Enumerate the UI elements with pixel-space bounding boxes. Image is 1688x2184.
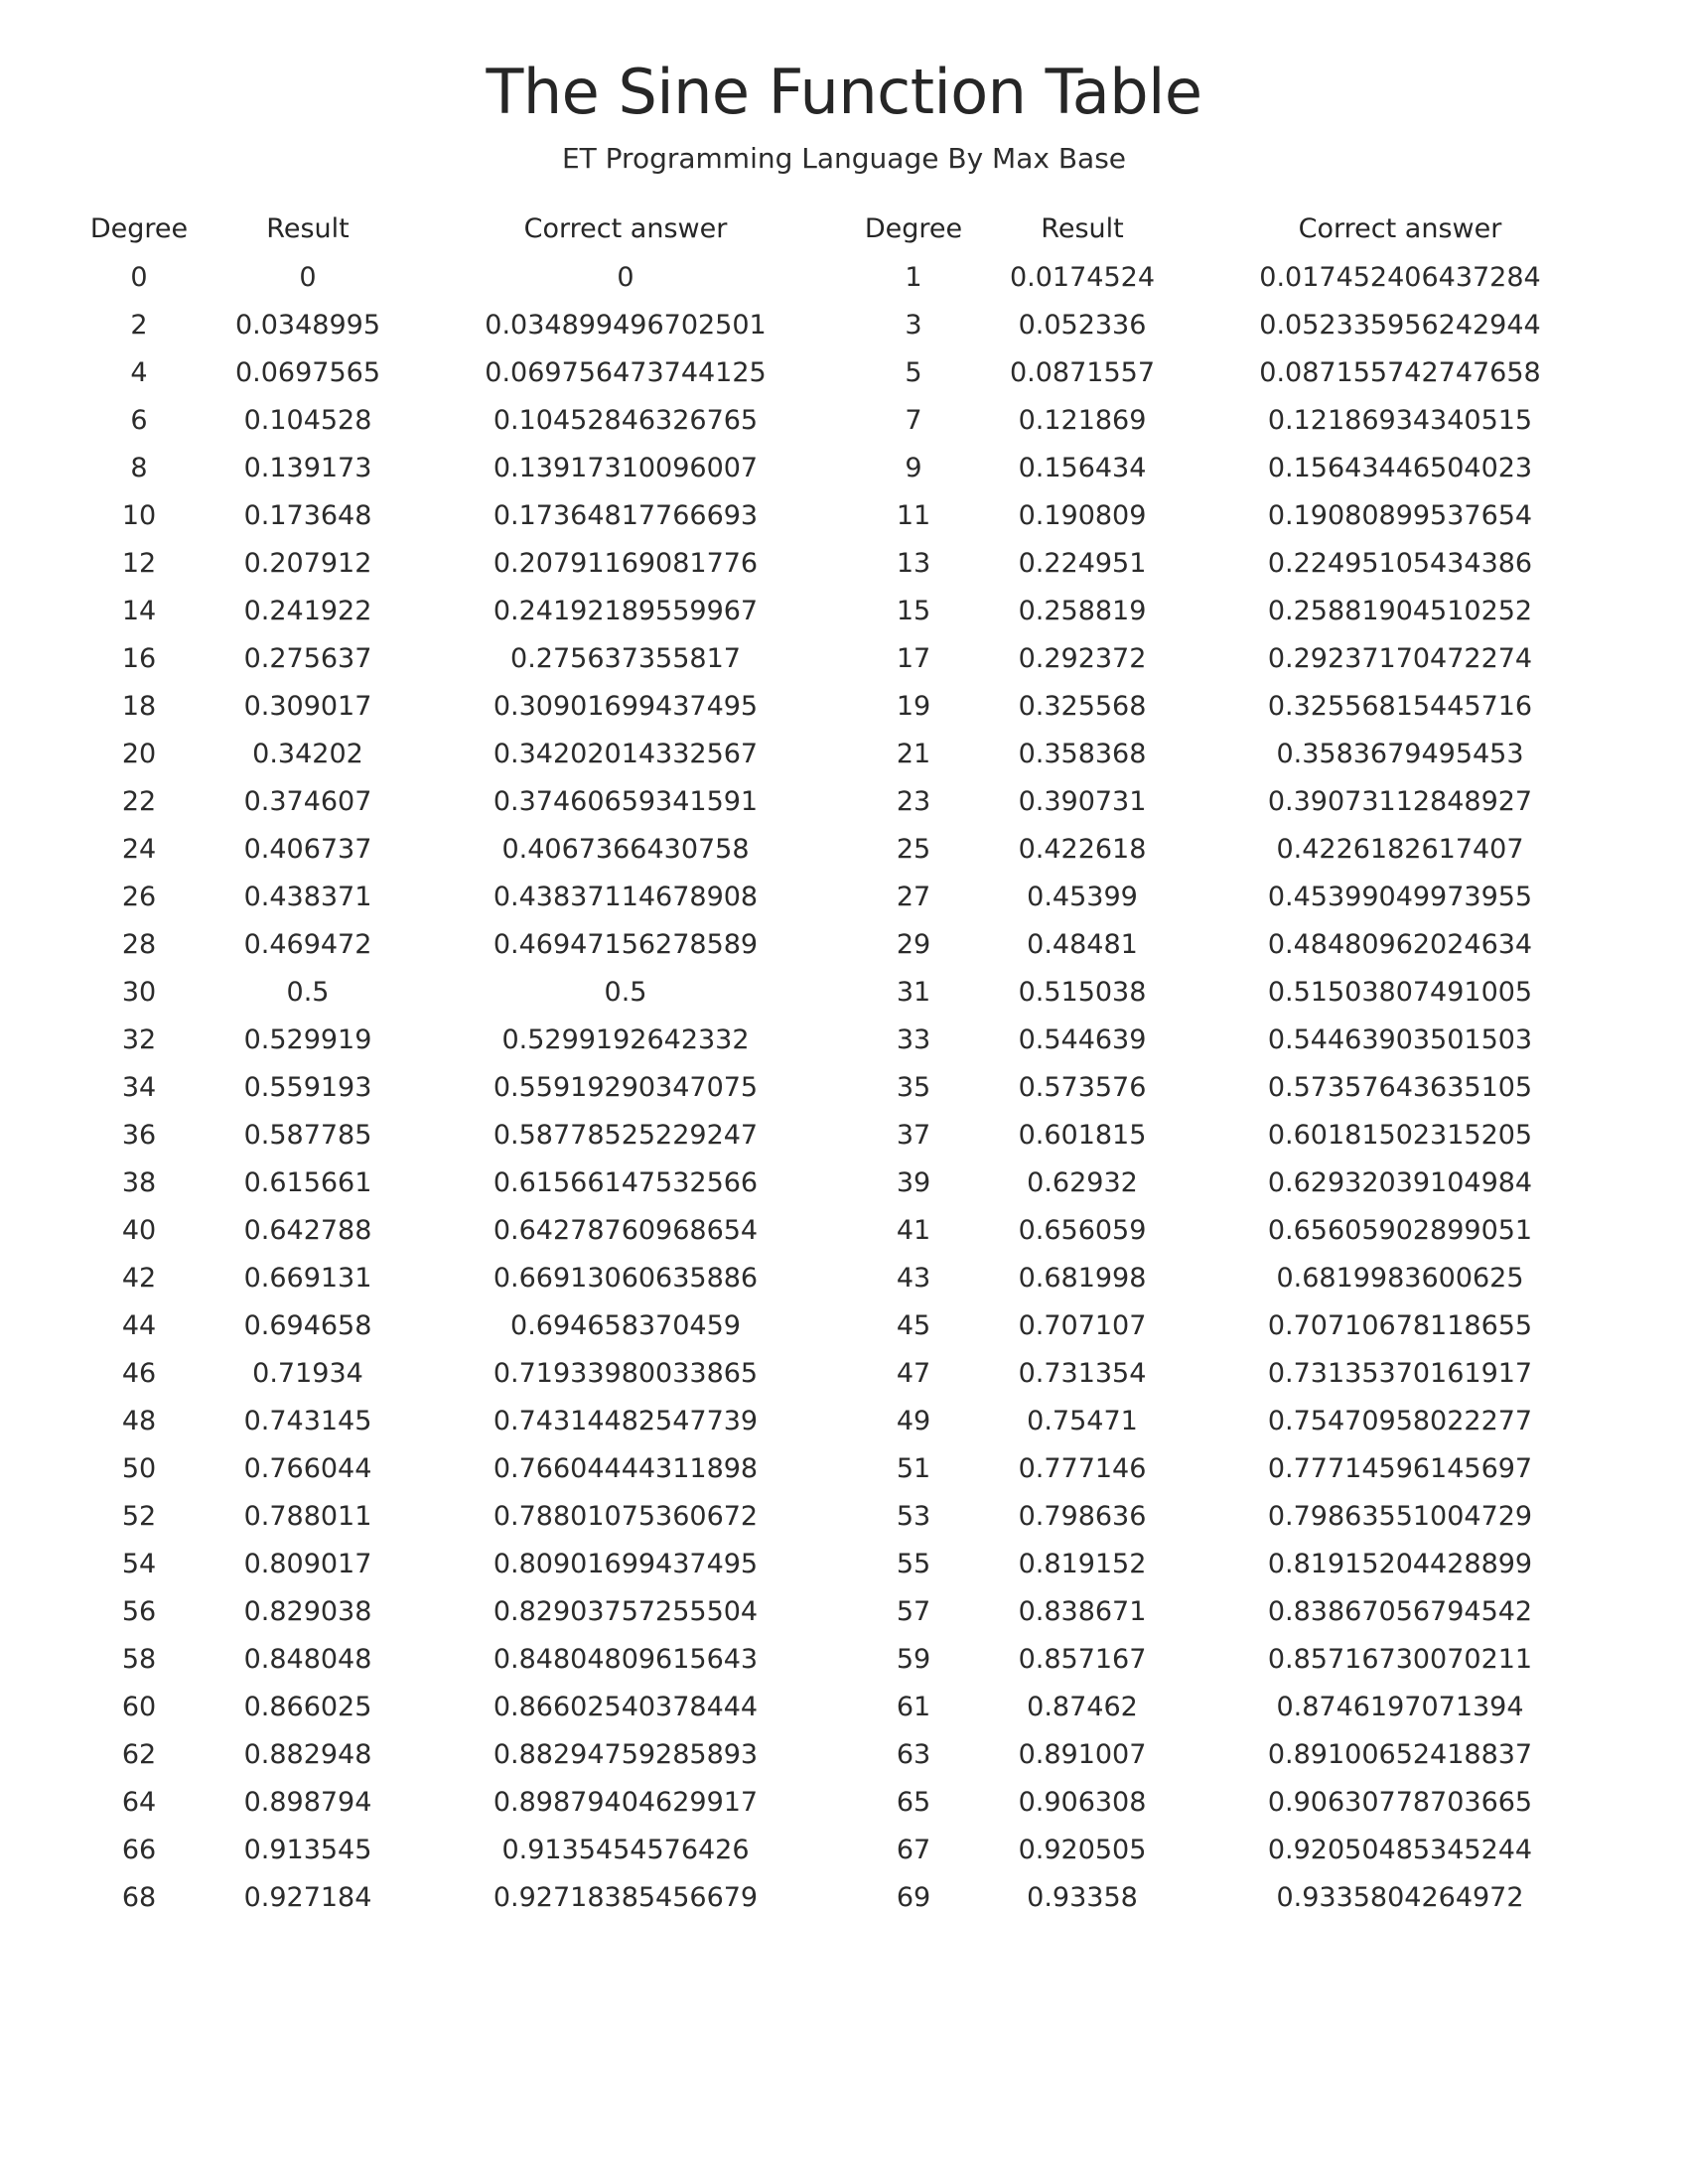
cell-result-right: 0.601815	[1018, 1119, 1147, 1151]
table-body	[70, 253, 1618, 1921]
table-row	[70, 348, 1618, 396]
table-row	[70, 730, 1618, 777]
cell-result-left: 0.913545	[243, 1834, 372, 1865]
table-row	[70, 491, 1618, 539]
cell-correct-answer-right: 0.017452406437284	[1259, 261, 1541, 293]
cell-result-right: 0.224951	[1018, 547, 1147, 579]
cell-result-right: 0.190809	[1018, 499, 1147, 531]
cell-result-left: 0.275637	[243, 642, 372, 674]
cell-degree-left: 52	[121, 1500, 157, 1532]
cell-degree-right: 33	[896, 1024, 931, 1055]
cell-result-left: 0	[299, 261, 317, 293]
cell-correct-answer-right: 0.54463903501503	[1267, 1024, 1533, 1055]
cell-result-right: 0.573576	[1018, 1071, 1147, 1103]
cell-correct-answer-left: 0.92718385456679	[492, 1881, 759, 1913]
cell-degree-right: 29	[896, 928, 931, 960]
cell-correct-answer-right: 0.22495105434386	[1267, 547, 1533, 579]
cell-correct-answer-right: 0.85716730070211	[1267, 1643, 1533, 1675]
cell-result-left: 0.587785	[243, 1119, 372, 1151]
cell-result-left: 0.669131	[243, 1262, 372, 1294]
cell-degree-right: 19	[896, 690, 931, 722]
table-row	[70, 634, 1618, 682]
cell-correct-answer-left: 0.84804809615643	[492, 1643, 759, 1675]
cell-degree-right: 65	[896, 1786, 931, 1818]
cell-result-left: 0.882948	[243, 1738, 372, 1770]
table-row	[70, 777, 1618, 825]
cell-degree-right: 23	[896, 785, 931, 817]
cell-result-right: 0.681998	[1018, 1262, 1147, 1294]
cell-degree-left: 28	[121, 928, 157, 960]
cell-degree-left: 64	[121, 1786, 157, 1818]
cell-correct-answer-left: 0.66913060635886	[492, 1262, 759, 1294]
cell-result-left: 0.406737	[243, 833, 372, 865]
cell-degree-right: 47	[896, 1357, 931, 1389]
cell-result-left: 0.34202	[252, 738, 363, 769]
cell-result-left: 0.241922	[243, 595, 372, 626]
table-row	[70, 301, 1618, 348]
table-row	[70, 825, 1618, 873]
cell-result-left: 0.927184	[243, 1881, 372, 1913]
cell-result-left: 0.104528	[243, 404, 372, 436]
table-row	[70, 1159, 1618, 1206]
cell-degree-right: 9	[905, 452, 922, 483]
cell-correct-answer-left: 0.46947156278589	[492, 928, 759, 960]
cell-correct-answer-left: 0.17364817766693	[492, 499, 759, 531]
cell-result-left: 0.207912	[243, 547, 372, 579]
cell-result-left: 0.139173	[243, 452, 372, 483]
cell-correct-answer-left: 0	[617, 261, 634, 293]
column-header-degree-left: Degree	[89, 213, 189, 245]
cell-correct-answer-right: 0.32556815445716	[1267, 690, 1533, 722]
cell-correct-answer-right: 0.83867056794542	[1267, 1595, 1533, 1627]
table-header	[70, 213, 1618, 253]
table-row	[70, 1540, 1618, 1587]
cell-degree-right: 67	[896, 1834, 931, 1865]
cell-result-left: 0.694658	[243, 1309, 372, 1341]
cell-degree-right: 1	[905, 261, 922, 293]
sine-function-table	[70, 213, 1618, 1921]
cell-degree-left: 68	[121, 1881, 157, 1913]
cell-degree-left: 46	[121, 1357, 157, 1389]
table-row	[70, 1397, 1618, 1444]
cell-result-right: 0.45399	[1027, 881, 1138, 912]
cell-degree-right: 41	[896, 1214, 931, 1246]
cell-degree-left: 32	[121, 1024, 157, 1055]
cell-degree-right: 35	[896, 1071, 931, 1103]
cell-result-left: 0.848048	[243, 1643, 372, 1675]
cell-correct-answer-left: 0.74314482547739	[492, 1405, 759, 1436]
cell-result-right: 0.62932	[1027, 1166, 1138, 1198]
cell-correct-answer-left: 0.4067366430758	[501, 833, 750, 865]
cell-result-right: 0.838671	[1018, 1595, 1147, 1627]
cell-correct-answer-right: 0.60181502315205	[1267, 1119, 1533, 1151]
cell-correct-answer-right: 0.57357643635105	[1267, 1071, 1533, 1103]
cell-degree-left: 0	[130, 261, 148, 293]
table-row	[70, 1254, 1618, 1301]
cell-degree-left: 62	[121, 1738, 157, 1770]
cell-correct-answer-right: 0.70710678118655	[1267, 1309, 1533, 1341]
cell-correct-answer-right: 0.6819983600625	[1276, 1262, 1524, 1294]
cell-correct-answer-right: 0.15643446504023	[1267, 452, 1533, 483]
cell-degree-left: 60	[121, 1691, 157, 1722]
cell-result-right: 0.515038	[1018, 976, 1147, 1008]
cell-correct-answer-left: 0.37460659341591	[492, 785, 759, 817]
cell-correct-answer-left: 0.64278760968654	[492, 1214, 759, 1246]
cell-result-right: 0.731354	[1018, 1357, 1147, 1389]
table-header-row	[70, 213, 1618, 253]
cell-correct-answer-right: 0.9335804264972	[1276, 1881, 1524, 1913]
cell-correct-answer-right: 0.92050485345244	[1267, 1834, 1533, 1865]
cell-correct-answer-left: 0.5	[604, 976, 647, 1008]
table-row	[70, 1730, 1618, 1778]
cell-degree-left: 20	[121, 738, 157, 769]
cell-result-right: 0.798636	[1018, 1500, 1147, 1532]
cell-correct-answer-left: 0.86602540378444	[492, 1691, 759, 1722]
cell-result-right: 0.906308	[1018, 1786, 1147, 1818]
cell-result-left: 0.642788	[243, 1214, 372, 1246]
cell-degree-right: 13	[896, 547, 931, 579]
cell-degree-left: 38	[121, 1166, 157, 1198]
cell-result-right: 0.656059	[1018, 1214, 1147, 1246]
cell-correct-answer-right: 0.73135370161917	[1267, 1357, 1533, 1389]
cell-correct-answer-left: 0.88294759285893	[492, 1738, 759, 1770]
cell-degree-right: 7	[905, 404, 922, 436]
cell-degree-right: 51	[896, 1452, 931, 1484]
cell-result-left: 0.829038	[243, 1595, 372, 1627]
cell-result-left: 0.559193	[243, 1071, 372, 1103]
table-row	[70, 1587, 1618, 1635]
cell-result-right: 0.87462	[1027, 1691, 1138, 1722]
cell-result-right: 0.258819	[1018, 595, 1147, 626]
cell-degree-left: 48	[121, 1405, 157, 1436]
cell-degree-right: 63	[896, 1738, 931, 1770]
cell-result-left: 0.898794	[243, 1786, 372, 1818]
cell-result-right: 0.777146	[1018, 1452, 1147, 1484]
table-row	[70, 396, 1618, 444]
cell-degree-right: 61	[896, 1691, 931, 1722]
cell-result-right: 0.48481	[1027, 928, 1138, 960]
cell-degree-left: 56	[121, 1595, 157, 1627]
page-title: The Sine Function Table	[486, 56, 1202, 128]
cell-result-left: 0.766044	[243, 1452, 372, 1484]
table-row	[70, 1206, 1618, 1254]
cell-correct-answer-right: 0.90630778703665	[1267, 1786, 1533, 1818]
cell-result-right: 0.358368	[1018, 738, 1147, 769]
cell-correct-answer-left: 0.82903757255504	[492, 1595, 759, 1627]
cell-correct-answer-left: 0.10452846326765	[492, 404, 759, 436]
cell-degree-left: 44	[121, 1309, 157, 1341]
cell-result-right: 0.93358	[1027, 1881, 1138, 1913]
table-row	[70, 1111, 1618, 1159]
cell-degree-left: 24	[121, 833, 157, 865]
cell-result-right: 0.857167	[1018, 1643, 1147, 1675]
cell-degree-left: 2	[130, 309, 148, 341]
cell-result-right: 0.052336	[1018, 309, 1147, 341]
column-header-degree-right: Degree	[864, 213, 963, 245]
cell-correct-answer-right: 0.51503807491005	[1267, 976, 1533, 1008]
cell-correct-answer-right: 0.4226182617407	[1276, 833, 1524, 865]
cell-degree-left: 40	[121, 1214, 157, 1246]
cell-correct-answer-right: 0.25881904510252	[1267, 595, 1533, 626]
cell-result-left: 0.788011	[243, 1500, 372, 1532]
cell-degree-right: 31	[896, 976, 931, 1008]
cell-degree-left: 14	[121, 595, 157, 626]
cell-result-left: 0.0348995	[234, 309, 380, 341]
table-row	[70, 920, 1618, 968]
table-row	[70, 253, 1618, 301]
cell-correct-answer-left: 0.78801075360672	[492, 1500, 759, 1532]
cell-result-left: 0.866025	[243, 1691, 372, 1722]
cell-result-right: 0.819152	[1018, 1548, 1147, 1579]
table-row	[70, 1349, 1618, 1397]
cell-result-left: 0.615661	[243, 1166, 372, 1198]
cell-correct-answer-right: 0.12186934340515	[1267, 404, 1533, 436]
cell-result-left: 0.438371	[243, 881, 372, 912]
cell-degree-left: 36	[121, 1119, 157, 1151]
cell-degree-left: 66	[121, 1834, 157, 1865]
cell-result-left: 0.743145	[243, 1405, 372, 1436]
cell-degree-right: 15	[896, 595, 931, 626]
cell-correct-answer-left: 0.61566147532566	[492, 1166, 759, 1198]
table-row	[70, 682, 1618, 730]
column-header-correct-answer-left: Correct answer	[523, 213, 728, 245]
cell-result-left: 0.5	[286, 976, 330, 1008]
cell-correct-answer-right: 0.89100652418837	[1267, 1738, 1533, 1770]
cell-degree-right: 59	[896, 1643, 931, 1675]
cell-correct-answer-right: 0.19080899537654	[1267, 499, 1533, 531]
cell-degree-left: 22	[121, 785, 157, 817]
cell-degree-right: 37	[896, 1119, 931, 1151]
cell-degree-right: 11	[896, 499, 931, 531]
cell-correct-answer-right: 0.75470958022277	[1267, 1405, 1533, 1436]
cell-result-right: 0.544639	[1018, 1024, 1147, 1055]
cell-correct-answer-left: 0.069756473744125	[485, 356, 767, 388]
cell-result-right: 0.707107	[1018, 1309, 1147, 1341]
cell-degree-left: 6	[130, 404, 148, 436]
cell-result-left: 0.309017	[243, 690, 372, 722]
cell-degree-right: 55	[896, 1548, 931, 1579]
cell-result-right: 0.390731	[1018, 785, 1147, 817]
cell-degree-right: 39	[896, 1166, 931, 1198]
cell-result-left: 0.809017	[243, 1548, 372, 1579]
cell-result-left: 0.374607	[243, 785, 372, 817]
cell-correct-answer-right: 0.39073112848927	[1267, 785, 1533, 817]
table-row	[70, 1016, 1618, 1063]
cell-correct-answer-right: 0.77714596145697	[1267, 1452, 1533, 1484]
table-row	[70, 1635, 1618, 1683]
table-row	[70, 1301, 1618, 1349]
cell-result-left: 0.529919	[243, 1024, 372, 1055]
cell-correct-answer-left: 0.24192189559967	[492, 595, 759, 626]
cell-degree-right: 49	[896, 1405, 931, 1436]
cell-correct-answer-right: 0.29237170472274	[1267, 642, 1533, 674]
table-row	[70, 1683, 1618, 1730]
table-row	[70, 539, 1618, 587]
cell-result-right: 0.422618	[1018, 833, 1147, 865]
cell-result-left: 0.469472	[243, 928, 372, 960]
cell-result-right: 0.75471	[1027, 1405, 1138, 1436]
cell-degree-right: 53	[896, 1500, 931, 1532]
cell-correct-answer-left: 0.34202014332567	[492, 738, 759, 769]
cell-result-right: 0.292372	[1018, 642, 1147, 674]
cell-correct-answer-left: 0.20791169081776	[492, 547, 759, 579]
cell-degree-right: 3	[905, 309, 922, 341]
column-header-result-left: Result	[266, 213, 350, 245]
table-row	[70, 1492, 1618, 1540]
cell-degree-left: 8	[130, 452, 148, 483]
cell-result-left: 0.173648	[243, 499, 372, 531]
cell-degree-left: 18	[121, 690, 157, 722]
cell-correct-answer-right: 0.65605902899051	[1267, 1214, 1533, 1246]
cell-correct-answer-left: 0.275637355817	[510, 642, 741, 674]
cell-correct-answer-left: 0.034899496702501	[485, 309, 767, 341]
cell-degree-right: 57	[896, 1595, 931, 1627]
cell-result-left: 0.0697565	[234, 356, 380, 388]
cell-degree-left: 4	[130, 356, 148, 388]
cell-correct-answer-right: 0.087155742747658	[1259, 356, 1541, 388]
cell-correct-answer-right: 0.81915204428899	[1267, 1548, 1533, 1579]
cell-correct-answer-left: 0.9135454576426	[501, 1834, 750, 1865]
cell-result-left: 0.71934	[252, 1357, 363, 1389]
cell-result-right: 0.156434	[1018, 452, 1147, 483]
cell-correct-answer-right: 0.62932039104984	[1267, 1166, 1533, 1198]
cell-degree-right: 21	[896, 738, 931, 769]
cell-degree-right: 45	[896, 1309, 931, 1341]
cell-degree-right: 17	[896, 642, 931, 674]
cell-correct-answer-right: 0.79863551004729	[1267, 1500, 1533, 1532]
cell-correct-answer-right: 0.3583679495453	[1276, 738, 1524, 769]
cell-degree-left: 10	[121, 499, 157, 531]
cell-degree-left: 12	[121, 547, 157, 579]
table-row	[70, 444, 1618, 491]
cell-degree-right: 43	[896, 1262, 931, 1294]
table-row	[70, 1778, 1618, 1826]
cell-correct-answer-right: 0.8746197071394	[1276, 1691, 1524, 1722]
cell-correct-answer-left: 0.76604444311898	[492, 1452, 759, 1484]
cell-result-right: 0.0174524	[1009, 261, 1155, 293]
cell-result-right: 0.0871557	[1009, 356, 1155, 388]
cell-correct-answer-left: 0.71933980033865	[492, 1357, 759, 1389]
cell-correct-answer-left: 0.30901699437495	[492, 690, 759, 722]
cell-correct-answer-left: 0.43837114678908	[492, 881, 759, 912]
cell-result-right: 0.920505	[1018, 1834, 1147, 1865]
page-subtitle: ET Programming Language By Max Base	[561, 142, 1127, 176]
table-row	[70, 1873, 1618, 1921]
cell-correct-answer-left: 0.694658370459	[510, 1309, 741, 1341]
cell-degree-left: 54	[121, 1548, 157, 1579]
cell-degree-left: 58	[121, 1643, 157, 1675]
cell-result-right: 0.121869	[1018, 404, 1147, 436]
cell-correct-answer-left: 0.55919290347075	[492, 1071, 759, 1103]
table-row	[70, 1063, 1618, 1111]
cell-correct-answer-left: 0.58778525229247	[492, 1119, 759, 1151]
cell-correct-answer-left: 0.13917310096007	[492, 452, 759, 483]
table-row	[70, 873, 1618, 920]
cell-degree-left: 42	[121, 1262, 157, 1294]
cell-degree-left: 34	[121, 1071, 157, 1103]
cell-degree-left: 26	[121, 881, 157, 912]
cell-correct-answer-right: 0.052335956242944	[1259, 309, 1541, 341]
cell-result-right: 0.891007	[1018, 1738, 1147, 1770]
column-header-correct-answer-right: Correct answer	[1298, 213, 1502, 245]
cell-degree-right: 27	[896, 881, 931, 912]
cell-degree-right: 25	[896, 833, 931, 865]
cell-degree-left: 50	[121, 1452, 157, 1484]
cell-correct-answer-right: 0.48480962024634	[1267, 928, 1533, 960]
table-row	[70, 587, 1618, 634]
cell-degree-right: 69	[896, 1881, 931, 1913]
table-row	[70, 1826, 1618, 1873]
column-header-result-right: Result	[1041, 213, 1124, 245]
cell-degree-left: 30	[121, 976, 157, 1008]
table-row	[70, 968, 1618, 1016]
cell-correct-answer-left: 0.89879404629917	[492, 1786, 759, 1818]
cell-correct-answer-right: 0.45399049973955	[1267, 881, 1533, 912]
cell-correct-answer-left: 0.80901699437495	[492, 1548, 759, 1579]
table-row	[70, 1444, 1618, 1492]
cell-result-right: 0.325568	[1018, 690, 1147, 722]
cell-correct-answer-left: 0.5299192642332	[501, 1024, 750, 1055]
cell-degree-left: 16	[121, 642, 157, 674]
cell-degree-right: 5	[905, 356, 922, 388]
